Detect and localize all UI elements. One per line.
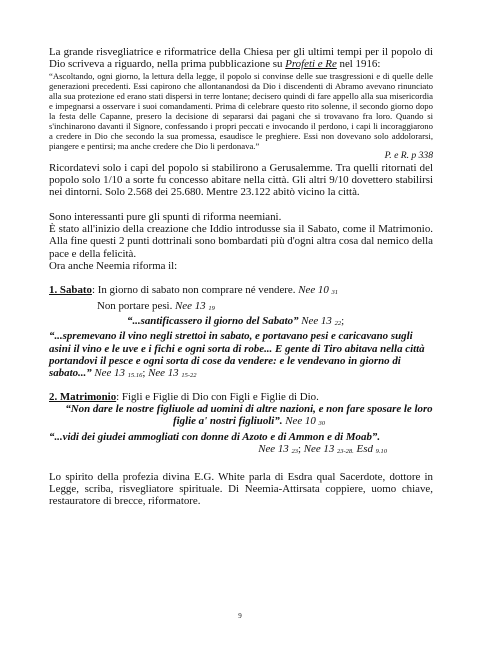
- section-matrimonio: [49, 391, 433, 459]
- sabato-line-1: [49, 284, 433, 299]
- sabato-quote-ref-2: Nee 13: [148, 367, 179, 380]
- matrimonio-quote-2-ref-2: Nee 13: [303, 443, 335, 456]
- matrimonio-quote-2-text: “...vidi dei giudei ammogliati con donne di Azoto e di Ammon e di Moab”.: [49, 430, 381, 443]
- matrimonio-quote-2-sep: ;: [297, 443, 304, 456]
- matrimonio-quote-2-sup-1: 23: [291, 448, 298, 456]
- matrimonio-line-1: [49, 391, 433, 403]
- sabato-quote-sup-2: 15-22: [181, 372, 197, 380]
- sabato-quote-ref-1: Nee 13: [94, 367, 125, 380]
- matrimonio-rule-1: : Figli e Figlie di Dio con Figli e Figlie di Dio.: [116, 390, 319, 403]
- book-title: Profeti e Re: [285, 58, 337, 71]
- intro-lead: La grande risvegliatrice e riformatrice della Chiesa per gli ultimi tempi per il popolo di Dio scriveva a riguardo, nella prima pubblicazione su: [49, 46, 433, 71]
- sabato-quote-sup-1: 15.16: [127, 372, 143, 380]
- section-sabato: [49, 284, 433, 383]
- paragraph-creazione: È stato all'inizio della creazione che Iddio introdusse sia il Sabato, come il Matrimonio. Alla fine questi 2 punti dottrinali sono bombardati più d'ogni altra cosa dal nemico della pace e della felicità.: [49, 223, 433, 260]
- matrimonio-quote-2-ref-3: Esd: [356, 443, 373, 456]
- matrimonio-quote-1-sup: 30: [318, 420, 326, 428]
- sabato-rule-1: : In giorno di sabato non comprare né vendere.: [91, 284, 296, 297]
- sabato-quote-sep: ;: [142, 367, 149, 380]
- matrimonio-quote-2-sup-3: 9.10: [375, 448, 387, 456]
- matrimonio-quote-2-refs: [49, 443, 433, 458]
- sabato-ref-1: Nee 10: [298, 284, 329, 297]
- sabato-rule-3: “...santificassero il giorno del Sabato”: [127, 314, 299, 327]
- quote-block: “Ascoltando, ogni giorno, la lettura della legge, il popolo si convinse delle sue trasgressioni e di quelle delle generazioni precedenti. Essi capirono che allontanandosi da Dio i discendenti di Abramo avevano rinunciato alla sua protezione ed erano stati dispersi in terre lontane; decisero quindi di fare appello alla sua misericordia e impegnarsi a osservare i suoi comandamenti. Prima di celebrare questo rito solenne, il secondo giorno dopo la festa delle Capanne, presero la decisione di separarsi dai pagani che si trovavano fra loro. Quando si s'inchinarono davanti il Signore, confessando i propri peccati e invocando il perdono, i capi li incoraggiarono a credere in Dio che secondo la sua promessa, esaudisce le preghiere. Essi non dovevano solo addolorarsi, piangere e pentirsi; ma anche credere che Dio li perdonava.”: [49, 70, 433, 152]
- sabato-quote: [49, 330, 433, 383]
- sabato-line-2: [49, 300, 433, 315]
- matrimonio-quote-2-sup-2: 23-28.: [337, 448, 354, 456]
- sabato-ref-2: Nee 13: [175, 299, 206, 312]
- paragraph-neemia: Ora anche Neemia riforma il:: [49, 259, 178, 272]
- matrimonio-quote-1: [49, 403, 433, 431]
- sabato-sup-1: 31: [331, 289, 339, 297]
- sabato-label: 1. Sabato: [49, 284, 92, 297]
- sabato-sup-2: 19: [208, 304, 215, 312]
- sabato-line-3: [49, 315, 433, 330]
- paragraph-spunti: Sono interessanti pure gli spunti di riforma neemiani.: [49, 210, 282, 223]
- matrimonio-quote-2-ref-1: Nee 13: [258, 443, 289, 456]
- page-number: 9: [238, 612, 242, 620]
- sabato-rule-2: Non portare pesi.: [97, 299, 173, 312]
- matrimonio-label: 2. Matrimonio: [49, 390, 117, 403]
- sabato-quote-text: “...spremevano il vino negli strettoi in sabato, e portavano pesi e caricavano sugli asini il vino e le uve e i fichi e ogni sorta di robe... E gente di Tiro abitava nella città portandovi il pesce e ogni sorta di cose da vendere: e le vendevano in giorno di sabato...”: [49, 330, 425, 380]
- sabato-tail-3: ;: [341, 314, 345, 327]
- closing-paragraph: Lo spirito della profezia divina E.G. White parla di Esdra qual Sacerdote, dottore in Legge, scriba, risvegliatore spirituale. Di Neemia-Attirsata coppiere, uomo chiave, restauratore di brecce, riformatore.: [49, 470, 433, 508]
- intro-paragraph: [49, 46, 433, 71]
- matrimonio-quote-1-ref: Nee 10: [285, 415, 316, 428]
- paragraph-capi: Ricordatevi solo i capi del popolo si stabilirono a Gerusalemme. Tra quelli ritornati del popolo solo 1/10 a sorte fu concesso abitare nella città. Gli altri 9/10 dovettero stabilirsi nei dintorni. Solo 2.568 dei 25.680. Mentre 23.122 abitò vicino la città.: [49, 161, 433, 199]
- sabato-ref-3: Nee 13: [301, 314, 332, 327]
- sabato-sup-3: 22: [334, 319, 342, 327]
- matrimonio-quote-1-text: “Non dare le nostre figliuole ad uomini di altre nazioni, e non fare sposare le loro figlie a' nostri figliuoli”.: [65, 403, 433, 428]
- intro-year: nel 1916:: [336, 58, 381, 71]
- page-content: [49, 46, 433, 508]
- matrimonio-quote-2: [49, 431, 433, 443]
- quote-reference: P. e R. p 338: [384, 150, 433, 162]
